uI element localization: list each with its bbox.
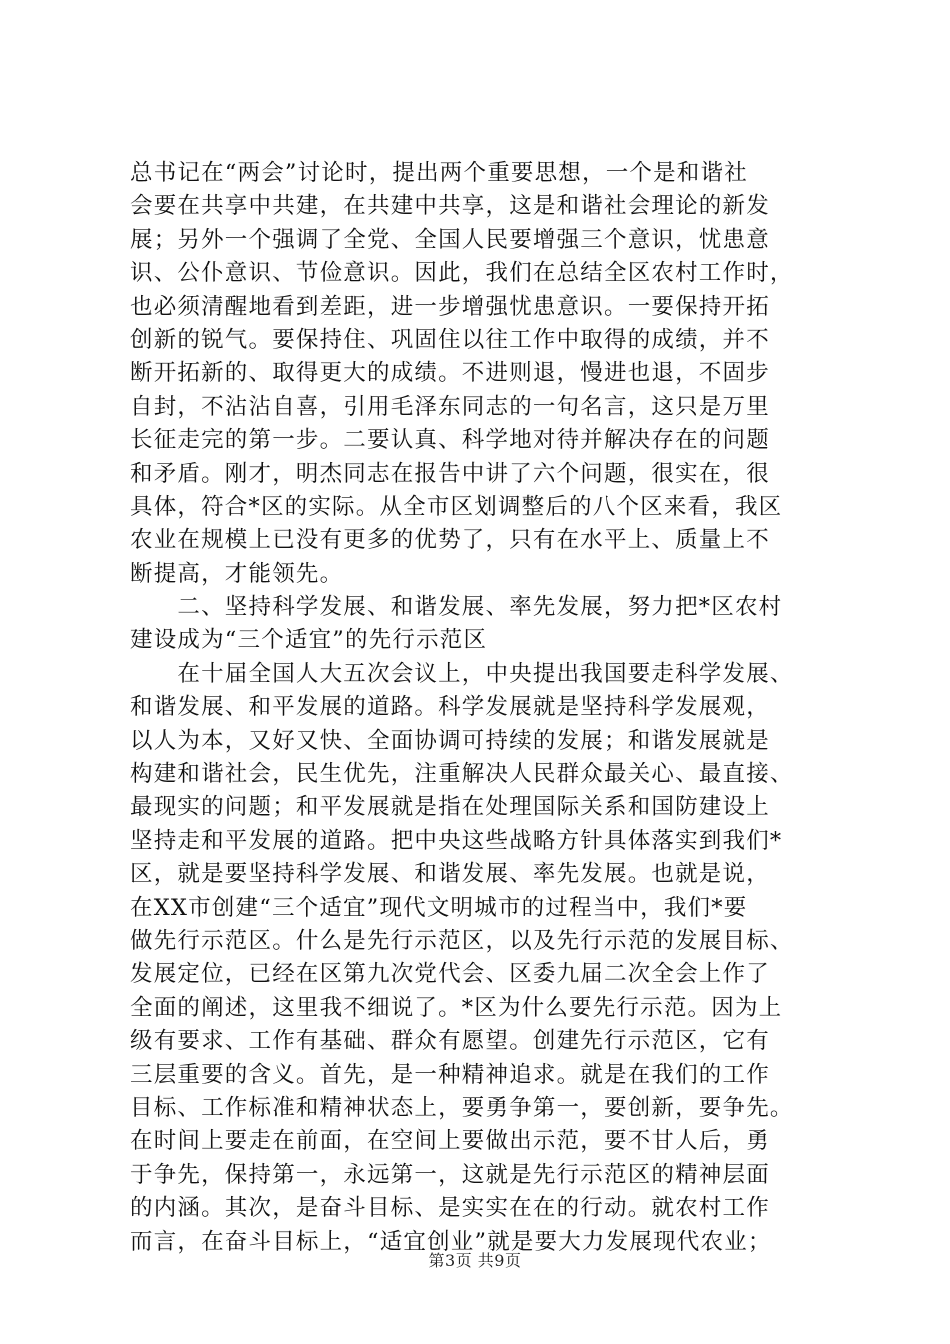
text-line: 展；另外一个强调了全党、全国人民要增强三个意识，忧患意 (130, 226, 770, 253)
text-line: 总书记在“两会”讨论时，提出两个重要思想，一个是和谐社 (130, 160, 748, 186)
text-line: 会要在共享中共建，在共建中共享，这是和谐社会理论的新发 (130, 193, 770, 220)
text-line: 在XX市创建“三个适宜”现代文明城市的过程当中，我们*要 (130, 894, 748, 921)
document-body (130, 157, 840, 1259)
text-line: 目标、工作标准和精神状态上，要勇争第一，要创新，要争先。 (130, 1094, 794, 1121)
text-line: 在十届全国人大五次会议上，中央提出我国要走科学发展、 (130, 660, 794, 687)
text-line: 的内涵。其次，是奋斗目标、是实实在在的行动。就农村工作 (130, 1195, 770, 1222)
text-line: 断开拓新的、取得更大的成绩。不进则退，慢进也退，不固步 (130, 360, 770, 387)
text-line: 在时间上要走在前面，在空间上要做出示范，要不甘人后，勇 (130, 1128, 770, 1155)
text-line: 级有要求、工作有基础、群众有愿望。创建先行示范区，它有 (130, 1028, 770, 1055)
text-line: 发展定位，已经在区第九次党代会、区委九届二次全会上作了 (130, 961, 770, 988)
text-line: 断提高，才能领先。 (130, 560, 344, 587)
text-line: 识、公仆意识、节俭意识。因此，我们在总结全区农村工作时， (130, 260, 794, 287)
text-line: 于争先，保持第一，永远第一，这就是先行示范区的精神层面 (130, 1161, 770, 1188)
section-heading-line: 建设成为“三个适宜”的先行示范区 (130, 627, 488, 654)
text-line: 坚持走和平发展的道路。把中央这些战略方针具体落实到我们* (130, 827, 783, 854)
text-line: 长征走完的第一步。二要认真、科学地对待并解决存在的问题 (130, 427, 770, 454)
text-line: 也必须清醒地看到差距，进一步增强忧患意识。一要保持开拓 (130, 293, 770, 320)
text-line: 区，就是要坚持科学发展、和谐发展、率先发展。也就是说， (130, 861, 770, 888)
text-line: 全面的阐述，这里我不细说了。*区为什么要先行示范。因为上 (130, 994, 783, 1021)
text-line: 创新的锐气。要保持住、巩固住以往工作中取得的成绩，并不 (130, 326, 770, 353)
text-line: 农业在规模上已没有更多的优势了，只有在水平上、质量上不 (130, 527, 770, 554)
text-line: 构建和谐社会，民生优先，注重解决人民群众最关心、最直接、 (130, 761, 794, 788)
text-line: 以人为本，又好又快、全面协调可持续的发展；和谐发展就是 (130, 727, 770, 754)
text-line: 和矛盾。刚才，明杰同志在报告中讲了六个问题，很实在，很 (130, 460, 770, 487)
section-heading-line: 二、坚持科学发展、和谐发展、率先发展，努力把*区农村 (130, 594, 783, 621)
text-line: 具体，符合*区的实际。从全市区划调整后的八个区来看，我区 (130, 493, 783, 520)
text-line: 而言，在奋斗目标上，“适宜创业”就是要大力发展现代农业； (130, 1228, 772, 1255)
text-line: 三层重要的含义。首先，是一种精神追求。就是在我们的工作 (130, 1061, 770, 1088)
text-line: 和谐发展、和平发展的道路。科学发展就是坚持科学发展观， (130, 694, 770, 721)
text-line: 最现实的问题；和平发展就是指在处理国际关系和国防建设上 (130, 794, 770, 821)
text-line: 做先行示范区。什么是先行示范区，以及先行示范的发展目标、 (130, 927, 794, 954)
text-line: 自封，不沾沾自喜，引用毛泽东同志的一句名言，这只是万里 (130, 393, 770, 420)
page-number-footer: 第3页 共9页 (428, 1251, 522, 1270)
